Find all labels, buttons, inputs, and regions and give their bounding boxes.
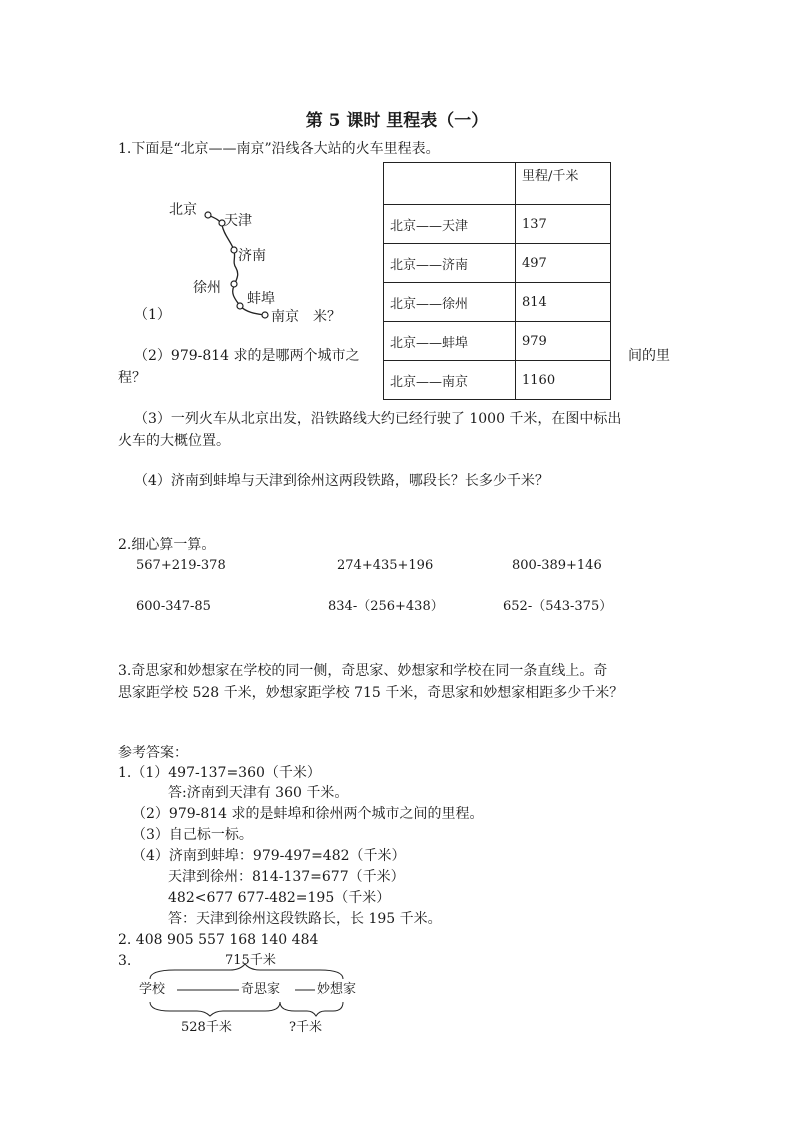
- map-label-xuzhou: 徐州: [193, 280, 221, 296]
- table-cell-mileage: 497: [516, 244, 611, 283]
- map-label-nanjing: 南京: [271, 309, 299, 325]
- diagram-qisi: 奇思家: [241, 982, 281, 997]
- answer-line: 答:济南到天津有 360 千米。: [168, 785, 349, 801]
- q1-part2-left: （2）979-814 求的是哪两个城市之: [134, 348, 360, 364]
- q1-part3-line1: （3）一列火车从北京出发，沿铁路线大约已经行驶了 1000 千米，在图中标出: [134, 411, 622, 427]
- bottom-left-brace: [150, 1002, 280, 1016]
- table-cell-route: 北京——南京: [384, 361, 516, 400]
- answers-heading: 参考答案：: [118, 745, 188, 761]
- table-header-row: [384, 163, 611, 205]
- table-cell-mileage: 137: [516, 205, 611, 244]
- table-cell-mileage: 979: [516, 322, 611, 361]
- q2-expr-5: 834-（256+438）: [328, 599, 444, 614]
- q3-line1: 3.奇思家和妙想家在学校的同一侧，奇思家、妙想家和学校在同一条直线上。奇: [118, 663, 608, 679]
- answer-line: （4）济南到蚌埠：979-497=482（千米）: [132, 848, 406, 864]
- map-label-bengbu: 蚌埠: [247, 291, 275, 307]
- station-beijing-icon: [205, 212, 211, 218]
- table-cell-route: 北京——天津: [384, 205, 516, 244]
- table-cell-mileage: 814: [516, 283, 611, 322]
- table-header-cell: 里程/千米: [516, 163, 611, 205]
- table-row: [384, 322, 611, 361]
- q3-line2: 思家距学校 528 千米，妙想家距学校 715 千米，奇思家和妙想家相距多少千米？: [118, 685, 624, 701]
- answer-line: （2）979-814 求的是蚌埠和徐州两个城市之间的里程。: [132, 806, 484, 822]
- answer-line: 482<677 677-482=195（千米）: [168, 890, 391, 906]
- table-cell-route: 北京——济南: [384, 244, 516, 283]
- q2-expr-1: 567+219-378: [136, 558, 226, 573]
- q1-part3-line2: 火车的大概位置。: [118, 433, 230, 449]
- table-row: [384, 205, 611, 244]
- answer-line: 天津到徐州：814-137=677（千米）: [168, 869, 405, 885]
- table-row: [384, 244, 611, 283]
- answer-line: （3）自己标一标。: [132, 827, 253, 843]
- table-cell-mileage: 1160: [516, 361, 611, 400]
- table-row: [384, 283, 611, 322]
- q2-expr-2: 274+435+196: [337, 558, 434, 573]
- q2-expr-3: 800-389+146: [512, 558, 602, 573]
- map-label-jinan: 济南: [238, 248, 266, 264]
- diagram-school: 学校: [139, 982, 166, 997]
- answer-line: 答：天津到徐州这段铁路长，长 195 千米。: [168, 911, 442, 927]
- distance-diagram: [135, 950, 385, 1040]
- table-cell-route: 北京——徐州: [384, 283, 516, 322]
- station-nanjing-icon: [262, 312, 268, 318]
- station-jinan-icon: [231, 247, 237, 253]
- q1-part2-right: 间的里: [628, 348, 670, 364]
- mileage-table: [383, 162, 611, 400]
- bottom-right-brace: [280, 1002, 343, 1016]
- answer-line: 1.（1）497-137=360（千米）: [118, 765, 321, 781]
- q1-part2-line2: 程？: [118, 370, 146, 386]
- diagram-left-bottom: 528千米: [181, 1020, 232, 1035]
- diagram-top-label: 715千米: [225, 953, 276, 968]
- q1-part1-tail: 米？: [313, 309, 341, 325]
- map-label-tianjin: 天津: [224, 213, 252, 229]
- page-title: 第 5 课时 里程表（一）: [305, 111, 489, 131]
- diagram-miaoxiang: 妙想家: [317, 982, 357, 997]
- table-header-cell: [384, 163, 516, 205]
- table-row: [384, 361, 611, 400]
- q1-part4: （4）济南到蚌埠与天津到徐州这两段铁路，哪段长？长多少千米？: [134, 473, 549, 489]
- q1-intro: 1.下面是“北京——南京”沿线各大站的火车里程表。: [118, 141, 440, 157]
- table-cell-route: 北京——蚌埠: [384, 322, 516, 361]
- diagram-right-bottom: ?千米: [289, 1020, 322, 1035]
- station-xuzhou-icon: [231, 281, 237, 287]
- q2-expr-6: 652-（543-375）: [503, 599, 613, 614]
- station-bengbu-icon: [237, 303, 243, 309]
- map-label-beijing: 北京: [169, 202, 197, 218]
- q1-part1-prefix: （1）: [134, 307, 171, 323]
- answer-line: 2. 408 905 557 168 140 484: [118, 932, 319, 948]
- answer-line: 3.: [118, 953, 132, 969]
- q2-intro: 2.细心算一算。: [118, 537, 216, 553]
- q2-expr-4: 600-347-85: [136, 599, 211, 614]
